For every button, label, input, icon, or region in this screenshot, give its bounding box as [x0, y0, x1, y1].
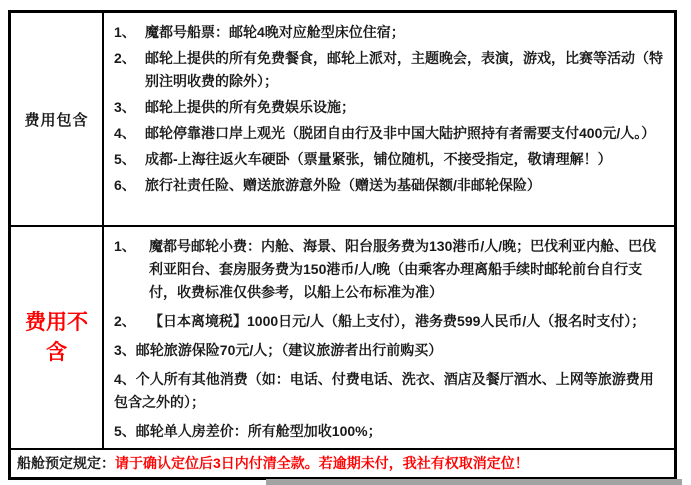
fee-excluded-item-5 — [114, 420, 666, 443]
item-text: 邮轮停靠港口岸上观光（脱团自由行及非中国大陆护照持有者需要支付400元/人。） — [145, 125, 656, 141]
item-text: 邮轮上提供的所有免费餐食，邮轮上派对，主题晚会，表演，游戏，比赛等活动（特别注明收费的除外）； — [145, 50, 663, 89]
fee-included-item-2 — [114, 47, 666, 93]
fee-excluded-row — [11, 225, 674, 448]
table-drop-shadow — [266, 479, 682, 485]
item-number: 5、 — [114, 423, 136, 439]
item-text: 个人所有其他消费（如：电话、付费电话、洗衣、酒店及餐厅酒水、上网等旅游费用包含之外的）； — [114, 371, 654, 410]
fee-excluded-item-3 — [114, 339, 666, 362]
fee-included-item-3 — [114, 96, 666, 119]
fee-excluded-label-cell — [11, 227, 104, 448]
item-number: 3、 — [114, 342, 136, 358]
item-text: 旅行社责任险、赠送旅游意外险（赠送为基础保额/非邮轮保险） — [145, 177, 541, 193]
item-text: 魔都号邮轮小费：内舱、海景、阳台服务费为130港币/人/晚；巴伐利亚内舱、巴伐利亚阳台、套房服务费为150港币/人/晚（由乘客办理离船手续时邮轮前台自行支付，收费标准仅供参考，以船上公布标准为准） — [149, 238, 657, 300]
fee-included-item-6 — [114, 174, 666, 197]
fee-included-item-4 — [114, 122, 666, 145]
item-text: 邮轮上提供的所有免费娱乐设施； — [145, 99, 355, 115]
item-text: 邮轮旅游保险70元/人；（建议旅游者出行前购买） — [135, 342, 443, 358]
booking-rule-notice: 请于确认定位后3日内付清全款。若逾期未付，我社有权取消定位！ — [115, 455, 529, 471]
fee-excluded-item-1 — [114, 235, 666, 304]
fee-included-content — [104, 13, 674, 225]
fee-excluded-item-4 — [114, 368, 666, 414]
fee-excluded-item-2 — [114, 310, 666, 333]
item-text: 【日本离境税】1000日元/人（船上支付），港务费599人民币/人（报名时支付）； — [149, 313, 646, 329]
booking-rule-label: 船舱预定规定： — [17, 455, 115, 471]
item-number: 1、 — [114, 238, 136, 254]
item-number: 2、 — [114, 313, 136, 329]
fee-included-row — [11, 13, 674, 225]
item-number: 1、 — [114, 24, 136, 40]
fee-included-item-5 — [114, 148, 666, 171]
fee-excluded-label: 费用不含 — [25, 310, 88, 364]
item-text: 邮轮单人房差价：所有舱型加收100%； — [135, 423, 382, 439]
fee-excluded-content — [104, 227, 674, 448]
item-number: 3、 — [114, 99, 136, 115]
item-number: 4、 — [114, 371, 136, 387]
fee-included-label: 费用包含 — [24, 111, 89, 129]
item-number: 4、 — [114, 125, 136, 141]
item-number: 5、 — [114, 151, 136, 167]
fee-included-item-1 — [114, 21, 666, 44]
fee-terms-table — [8, 10, 677, 480]
item-number: 2、 — [114, 50, 136, 66]
fee-included-label-cell — [11, 13, 104, 225]
booking-rule-row — [11, 448, 674, 477]
item-text: 魔都号船票：邮轮4晚对应舱型床位住宿； — [145, 24, 405, 40]
item-number: 6、 — [114, 177, 136, 193]
item-text: 成都-上海往返火车硬卧（票量紧张，铺位随机，不接受指定，敬请理解！） — [145, 151, 612, 167]
